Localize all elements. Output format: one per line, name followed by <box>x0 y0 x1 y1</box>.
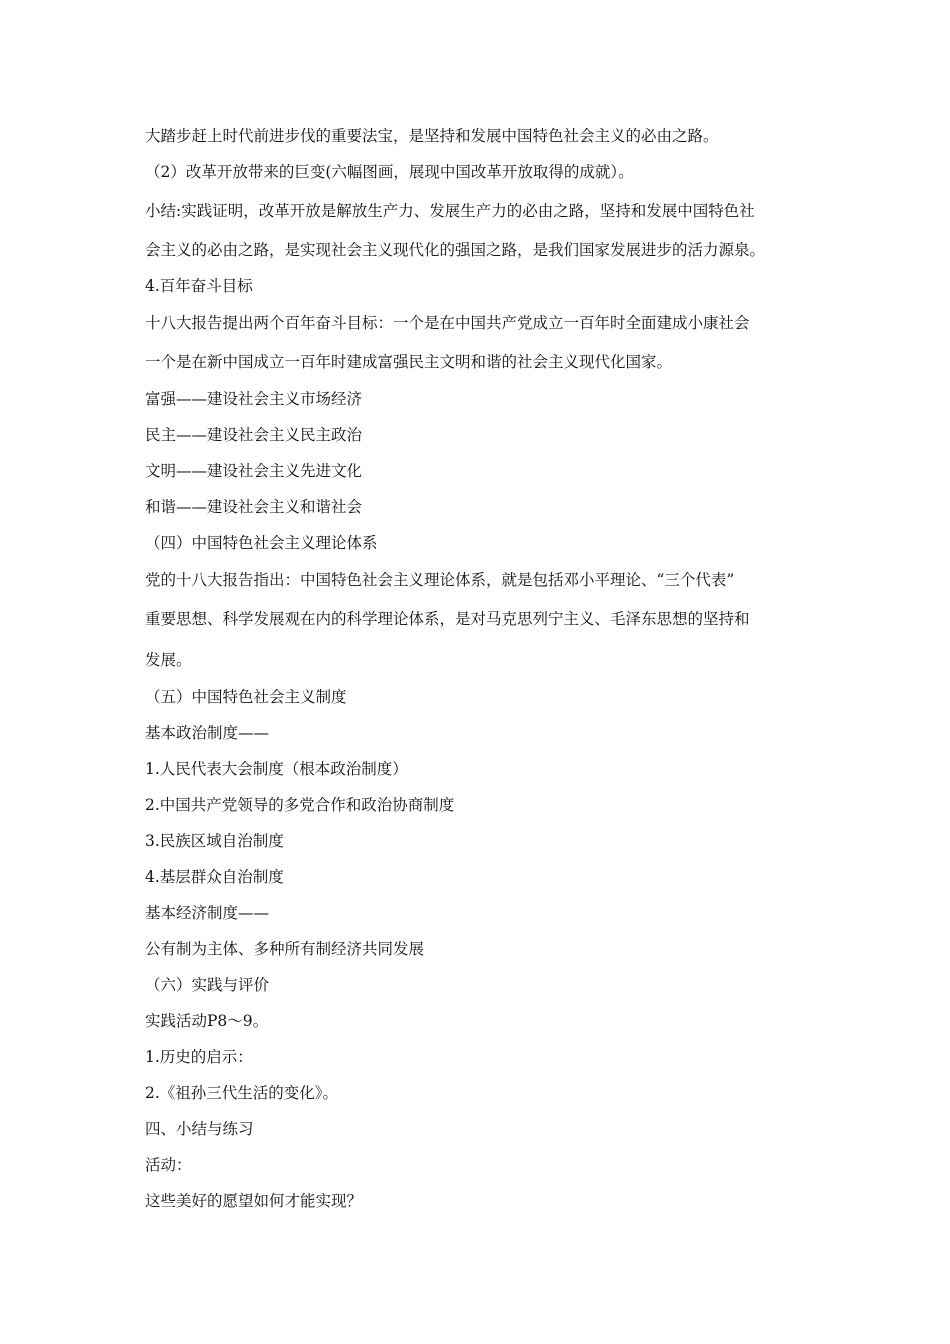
list-item: 富强——建设社会主义市场经济 <box>145 390 363 408</box>
section-heading: （五）中国特色社会主义制度 <box>145 688 347 706</box>
list-item: 1.历史的启示： <box>145 1048 253 1066</box>
text-line: （2）改革开放带来的巨变(六幅图画，展现中国改革开放取得的成就）。 <box>145 163 634 181</box>
list-item: 4.基层群众自治制度 <box>145 868 284 886</box>
text-line: 基本经济制度—— <box>145 904 270 922</box>
text-line: 这些美好的愿望如何才能实现？ <box>145 1192 363 1210</box>
text-line: 发展。 <box>145 651 192 669</box>
text-line: 会主义的必由之路，是实现社会主义现代化的强国之路，是我们国家发展进步的活力源泉。 <box>145 241 766 259</box>
list-item: 和谐——建设社会主义和谐社会 <box>145 498 363 516</box>
list-item: 文明——建设社会主义先进文化 <box>145 462 363 480</box>
text-line: 一个是在新中国成立一百年时建成富强民主文明和谐的社会主义现代化国家。 <box>145 353 673 371</box>
text-line: 十八大报告提出两个百年奋斗目标：一个是在中国共产党成立一百年时全面建成小康社会 <box>145 314 750 332</box>
list-item: 1.人民代表大会制度（根本政治制度） <box>145 760 408 778</box>
list-item: 民主——建设社会主义民主政治 <box>145 426 363 444</box>
list-item: 2.《祖孙三代生活的变化》。 <box>145 1084 339 1102</box>
section-heading: （六）实践与评价 <box>145 976 270 994</box>
text-line: 大踏步赶上时代前进步伐的重要法宝，是坚持和发展中国特色社会主义的必由之路。 <box>145 127 719 145</box>
text-line: 实践活动P8～9。 <box>145 1012 269 1030</box>
text-line: 公有制为主体、多种所有制经济共同发展 <box>145 940 425 958</box>
section-heading: 4.百年奋斗目标 <box>145 277 253 295</box>
text-line: 活动： <box>145 1156 192 1174</box>
text-line: 重要思想、科学发展观在内的科学理论体系，是对马克思列宁主义、毛泽东思想的坚持和 <box>145 610 750 628</box>
list-item: 3.民族区域自治制度 <box>145 832 284 850</box>
section-heading: （四）中国特色社会主义理论体系 <box>145 534 378 552</box>
section-heading: 四、小结与练习 <box>145 1120 254 1138</box>
text-line: 基本政治制度—— <box>145 724 270 742</box>
text-line: 党的十八大报告指出：中国特色社会主义理论体系，就是包括邓小平理论、“三个代表” <box>145 571 735 589</box>
text-line: 小结:实践证明，改革开放是解放生产力、发展生产力的必由之路，坚持和发展中国特色社 <box>145 202 755 220</box>
list-item: 2.中国共产党领导的多党合作和政治协商制度 <box>145 796 455 814</box>
